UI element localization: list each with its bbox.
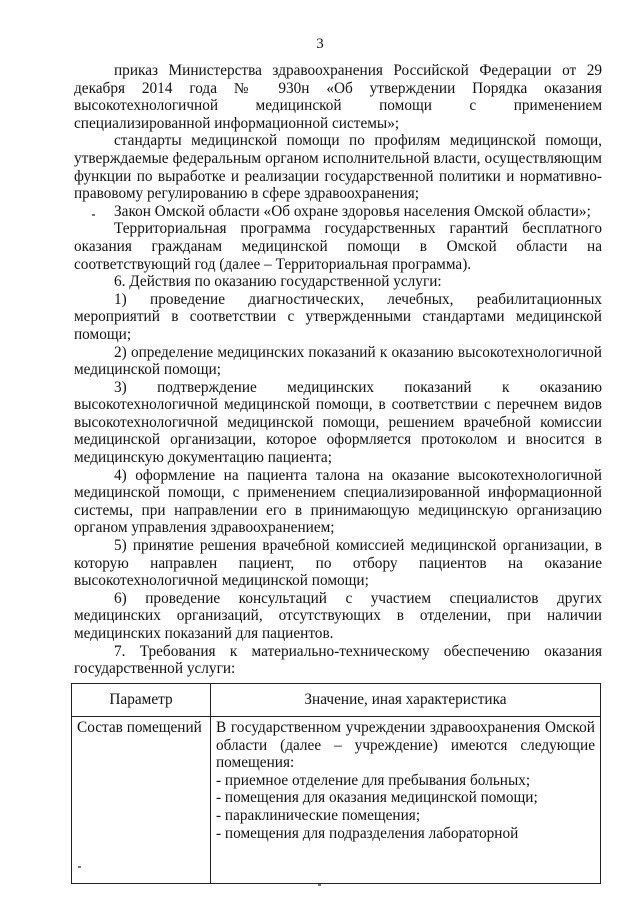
paragraph-item-3: 3) подтверждение медицинских показаний к оказанию высокотехнологичной медицинской помощи, в соответствии с перечнем видов высокотехнологичной медицинской помощи, решением врачебной комиссии медицинской организации, которое оформляется протоколом и вносится в медицинскую документацию пациента; — [74, 378, 602, 467]
paragraph-standards: стандарты медицинской помощи по профилям медицинской помощи, утверждаемые федеральным органом исполнительной власти, осуществляющим функции по выработке и реализации государственной политики и нормативно-правовому регулированию в сфере здравоохранения; — [74, 132, 602, 203]
scan-speck — [92, 214, 95, 216]
scan-speck — [78, 866, 81, 868]
paragraph-order-930n: приказ Министерства здравоохранения Российской Федерации от 29 декабря 2014 года № 930н «Об утверждении Порядка оказания высокотехнологичной медицинской помощи с применением специализированной информационной системы»; — [74, 62, 602, 132]
scan-speck — [318, 884, 321, 886]
paragraph-section-7: 7. Требования к материально-техническому обеспечению оказания государственной услуги: — [74, 642, 602, 678]
paragraph-section-6: 6. Действия по оказанию государственной услуги: — [114, 273, 442, 291]
paragraph-omsk-law: Закон Омской области «Об охране здоровья населения Омской области»; — [114, 202, 591, 220]
value-line-2: - помещения для оказания медицинской помощи; — [216, 789, 538, 807]
table-header-parameter: Параметр — [72, 684, 211, 717]
value-line-1: - приемное отделение для пребывания больных; — [216, 771, 531, 789]
paragraph-item-2: 2) определение медицинских показаний к оказанию высокотехнологичной медицинской помощи; — [74, 343, 602, 379]
paragraph-item-4: 4) оформление на пациента талона на оказание высокотехнологичной медицинской помощи, с применением специализированной информационной системы, при направлении его в принимающую медицинскую организацию органом управления здравоохранением; — [74, 466, 602, 537]
paragraph-item-6: 6) проведение консультаций с участием специалистов других медицинских организаций, отсутствующих в отделении, при наличии медицинских показаний для пациентов. — [74, 589, 602, 642]
page-number: 3 — [316, 36, 324, 52]
document-body — [74, 62, 602, 678]
paragraph-item-1: 1) проведение диагностических, лечебных, реабилитационных мероприятий в соответствии с утвержденными стандартами медицинской помощи; — [74, 290, 602, 343]
value-line-4: - помещения для подразделения лабораторной — [216, 824, 519, 842]
value-line-3: - параклинические помещения; — [216, 806, 421, 824]
table-header-value: Значение, иная характеристика — [211, 684, 601, 717]
paragraph-territorial-program: Территориальная программа государственных гарантий бесплатного оказания гражданам медицинской помощи в Омской области на соответствующий год (далее – Территориальная программа). — [74, 220, 602, 273]
table-row — [72, 717, 601, 884]
table-cell-parameter: Состав помещений — [72, 717, 211, 884]
table-header-row — [72, 684, 601, 717]
table-cell-value — [211, 717, 601, 884]
paragraph-item-5: 5) принятие решения врачебной комиссией медицинской организации, в которую направлен пациент, по отбору пациентов на оказание высокотехнологичной медицинской помощи; — [74, 537, 602, 590]
requirements-table — [71, 683, 601, 884]
value-line-intro: В государственном учреждении здравоохранения Омской области (далее – учреждение) имеются следующие помещения: — [216, 719, 595, 772]
